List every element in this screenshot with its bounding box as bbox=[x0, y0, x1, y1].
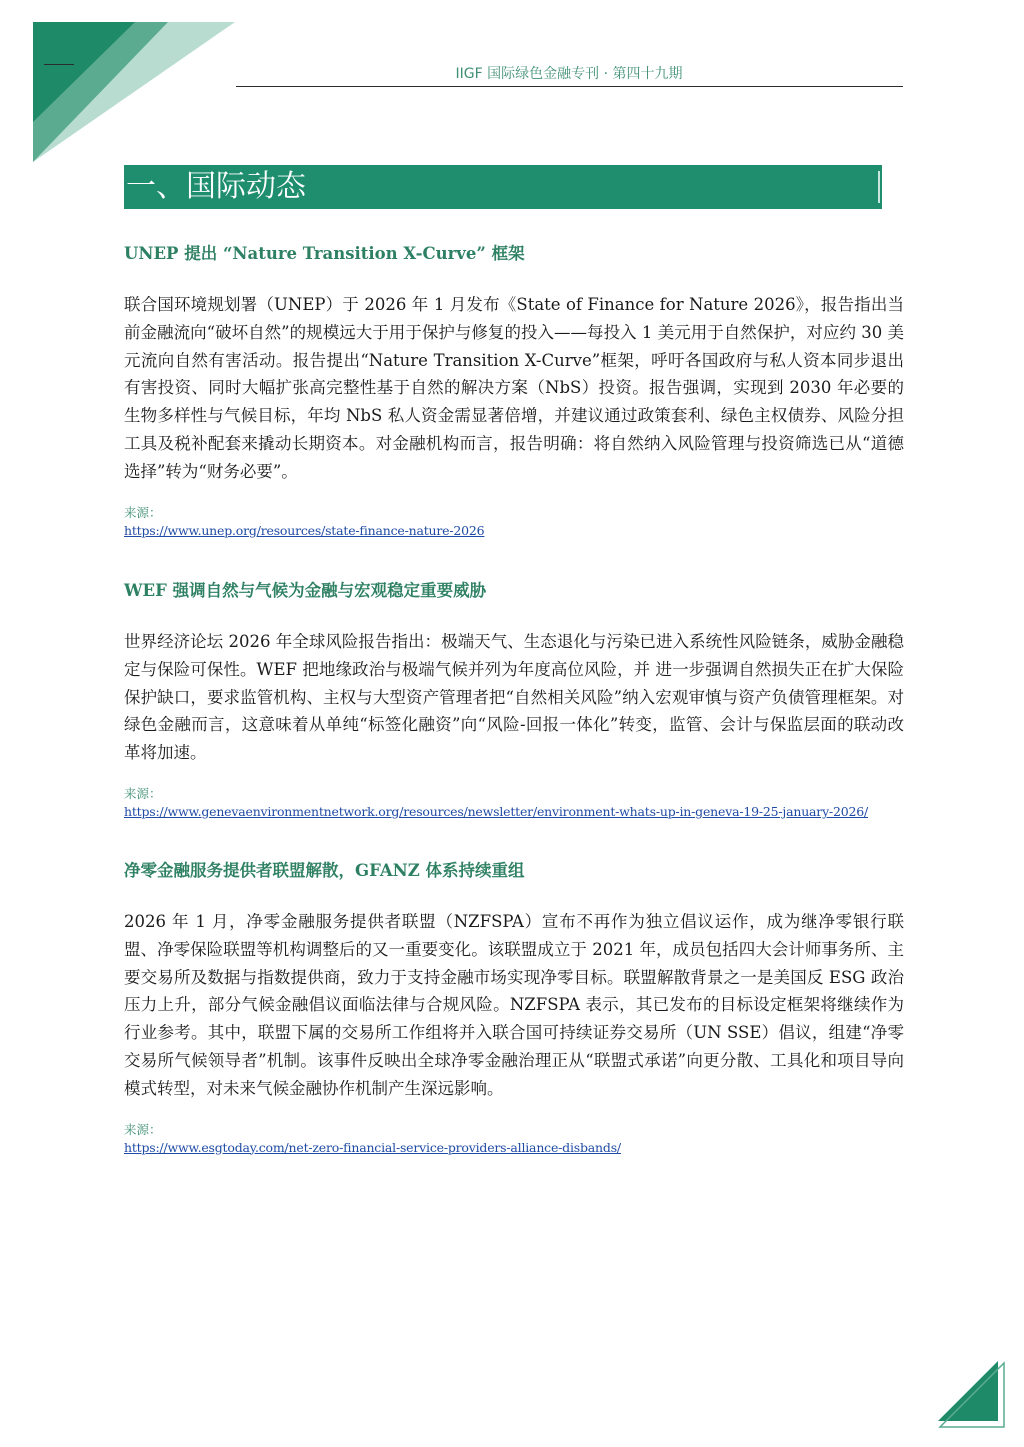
header-rule bbox=[236, 86, 903, 87]
article-body: 世界经济论坛 2026 年全球风险报告指出：极端天气、生态退化与污染已进入系统性风险链条，威胁金融稳定与保险可保性。WEF 把地缘政治与极端气候并列为年度高位风险，并 进一步强调自然损失正在扩大保险保护缺口，要求监管机构、主权与大型资产管理者把“自然相关风险”纳入宏观审慎与资产负债管理框架。对绿色金融而言，这意味着从单纯“标签化融资”向“风险-回报一体化”转变，监管、会计与保监层面的联动改革将加速。 bbox=[124, 632, 904, 763]
source-label: 来源： bbox=[124, 785, 162, 801]
article bbox=[124, 243, 904, 540]
corner-decoration-bottom-right bbox=[930, 1355, 1010, 1435]
source-label: 来源： bbox=[124, 1121, 162, 1137]
corner-decoration-top-left bbox=[0, 0, 240, 165]
section-title: 一、国际动态 bbox=[126, 169, 306, 204]
article-body: 联合国环境规划署（UNEP）于 2026 年 1 月发布《State of Finance for Nature 2026》，报告指出当前金融流向“破坏自然”的规模远大于用于保护与修复的投入——每投入 1 美元用于自然保护，对应约 30 美元流向自然有害活动。报告提出“Nature Transition X-Curve”框架，呼吁各国政府与私人资本同步退出有害投资、同时大幅扩张高完整性基于自然的解决方案（NbS）投资。报告强调，实现到 2030 年必要的生物多样性与气候目标，年均 NbS 私人资金需显著倍增，并建议通过政策套利、绿色主权债券、风险分担工具及税补配套来撬动长期资本。对金融机构而言，报告明确：将自然纳入风险管理与投资筛选已从“道德选择”转为“财务必要”。 bbox=[124, 295, 904, 481]
article bbox=[124, 860, 904, 1157]
article bbox=[124, 580, 904, 821]
source-link[interactable]: https://www.esgtoday.com/net-zero-financial-service-providers-alliance-disbands/ bbox=[124, 1139, 621, 1155]
corner-dash bbox=[44, 64, 74, 65]
source-link[interactable]: https://www.unep.org/resources/state-finance-nature-2026 bbox=[124, 522, 485, 538]
source-link[interactable]: https://www.genevaenvironmentnetwork.org/resources/newsletter/environment-whats-up-in-geneva-19-25-january-2026/ bbox=[124, 803, 868, 819]
banner-edge bbox=[878, 171, 880, 203]
article-title: UNEP 提出 “Nature Transition X-Curve” 框架 bbox=[124, 244, 525, 263]
article-title: 净零金融服务提供者联盟解散，GFANZ 体系持续重组 bbox=[124, 861, 525, 880]
article-body: 2026 年 1 月，净零金融服务提供者联盟（NZFSPA）宣布不再作为独立倡议运作，成为继净零银行联盟、净零保险联盟等机构调整后的又一重要变化。该联盟成立于 2021 年，成员包括四大会计师事务所、主要交易所及数据与指数提供商，致力于支持金融市场实现净零目标。联盟解散背景之一是美国反 ESG 政治压力上升，部分气候金融倡议面临法律与合规风险。NZFSPA 表示，其已发布的目标设定框架将继续作为行业参考。其中，联盟下属的交易所工作组将并入联合国可持续证券交易所（UN SSE）倡议，组建“净零交易所气候领导者”机制。该事件反映出全球净零金融治理正从“联盟式承诺”向更分散、工具化和项目导向模式转型，对未来气候金融协作机制产生深远影响。 bbox=[124, 912, 904, 1098]
article-title: WEF 强调自然与气候为金融与宏观稳定重要威胁 bbox=[124, 581, 487, 600]
source-label: 来源： bbox=[124, 504, 162, 520]
page-header-title: IIGF 国际绿色金融专刊 · 第四十九期 bbox=[455, 66, 683, 82]
section-banner bbox=[124, 165, 882, 209]
